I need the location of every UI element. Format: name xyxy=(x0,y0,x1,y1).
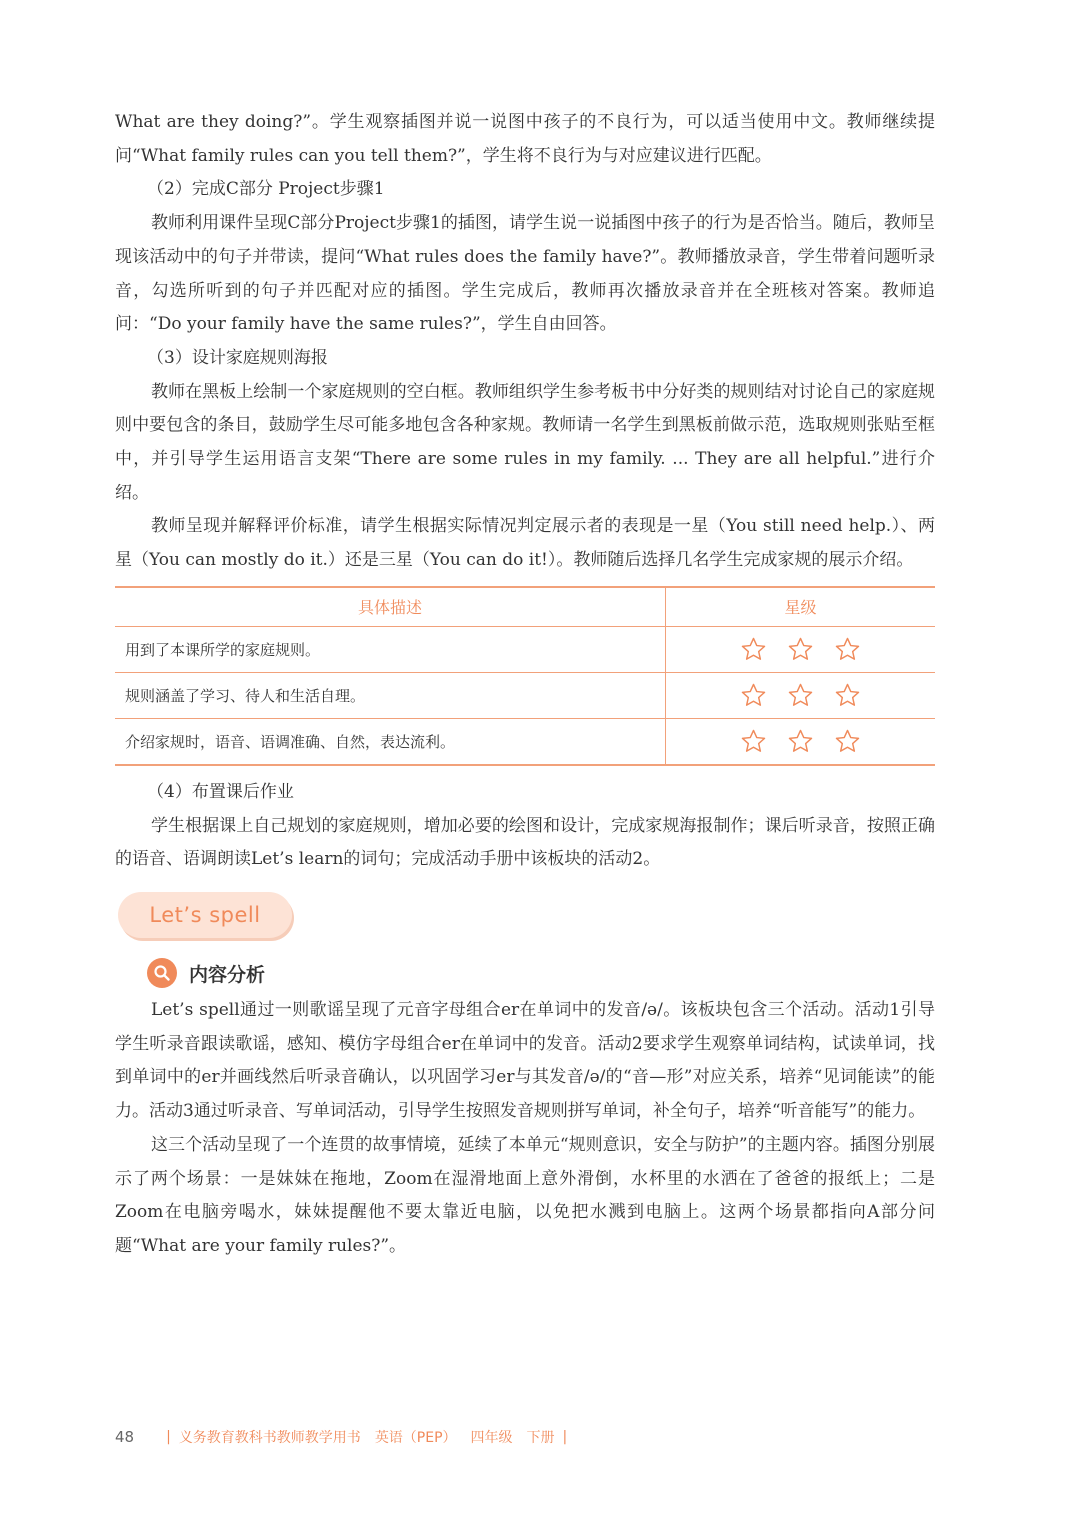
section-pill-lets-spell xyxy=(118,892,292,938)
paragraph-5: 学生根据课上自己规划的家庭规则，增加必要的绘图和设计，完成家规海报制作；课后听录音，按照正确的语音、语调朗读Let’s learn的词句；完成活动手册中该板块的活动2。 xyxy=(115,815,935,870)
rubric-header-row xyxy=(115,587,935,627)
rubric-row-description: 介绍家规时，语音、语调准确、自然，表达流利。 xyxy=(115,718,666,765)
paragraph-4: 教师呈现并解释评价标准，请学生根据实际情况判定展示者的表现是一星（You still need help.）、两星（You can mostly do it.）还是三星（You can do it!）。教师随后选择几名学生完成家规的展示介绍。 xyxy=(115,516,935,571)
star-outline-icon xyxy=(740,682,767,709)
magnifier-icon xyxy=(147,958,177,988)
rubric-row-description: 规则涵盖了学习、待人和生活自理。 xyxy=(115,672,666,718)
page-number: 48 xyxy=(115,1428,135,1446)
paragraph-1: What are they doing?”。学生观察插图并说一说图中孩子的不良行为，可以适当使用中文。教师继续提问“What family rules can you tell them?”，学生将不良行为与对应建议进行匹配。 xyxy=(115,112,935,166)
page-body-top xyxy=(115,106,935,877)
rubric-row-stars xyxy=(666,626,936,672)
paragraph-7: 这三个活动呈现了一个连贯的故事情境，延续了本单元“规则意识，安全与防护”的主题内容。插图分别展示了两个场景：一是妹妹在拖地，Zoom在湿滑地面上意外滑倒，水杯里的水洒在了爸爸的报纸上；二是Zoom在电脑旁喝水，妹妹提醒他不要太靠近电脑，以免把水溅到电脑上。这两个场景都指向A部分问题“What are your family rules?”。 xyxy=(115,1134,935,1256)
footer-volume: 下册 xyxy=(526,1430,555,1446)
star-outline-icon xyxy=(787,636,814,663)
rubric-row-description: 用到了本课所学的家庭规则。 xyxy=(115,626,666,672)
rubric-header-stars: 星级 xyxy=(666,587,936,627)
star-outline-icon xyxy=(834,682,861,709)
rubric-header-description: 具体描述 xyxy=(115,587,666,627)
footer-book-title: 义务教育教科书教师教学用书 xyxy=(178,1430,361,1446)
star-outline-icon xyxy=(787,728,814,755)
paragraph-3: 教师在黑板上绘制一个家庭规则的空白框。教师组织学生参考板书中分好类的规则结对讨论自己的家庭规则中要包含的条目，鼓励学生尽可能多地包含各种家规。教师请一名学生到黑板前做示范，选取规则张贴至框中，并引导学生运用语言支架“There are some rules in my family. ... They are all helpful.”进行介绍。 xyxy=(115,381,935,503)
paragraph-6: Let’s spell通过一则歌谣呈现了元音字母组合er在单词中的发音/ə/。该板块包含三个活动。活动1引导学生听录音跟读歌谣，感知、模仿字母组合er在单词中的发音。活动2要求学生观察单词结构，试读单词，找到单词中的er并画线然后听录音确认，以巩固学习er与其发音/ə/的“音—形”对应关系，培养“见词能读”的能力。活动3通过听录音、写单词活动，引导学生按照发音规则拼写单词，补全句子，培养“听音能写”的能力。 xyxy=(115,1000,935,1122)
subheading-4: （4）布置课后作业 xyxy=(147,781,294,802)
page-footer xyxy=(115,1427,575,1447)
footer-divider: | xyxy=(166,1429,171,1445)
star-outline-icon xyxy=(740,636,767,663)
footer-subject: 英语（PEP） xyxy=(374,1430,457,1446)
footer-grade: 四年级 xyxy=(470,1430,513,1446)
section-pill-label: Let’s spell xyxy=(149,903,261,927)
evaluation-rubric-table xyxy=(115,586,935,766)
star-outline-icon xyxy=(834,636,861,663)
paragraph-2: 教师利用课件呈现C部分Project步骤1的插图，请学生说一说插图中孩子的行为是否恰当。随后，教师呈现该活动中的句子并带读，提问“What rules does the family have?”。教师播放录音，学生带着问题听录音，勾选所听到的句子并匹配对应的插图。学生完成后，教师再次播放录音并在全班核对答案。教师追问：“Do your family have the same rules?”，学生自由回答。 xyxy=(115,213,935,335)
table-row xyxy=(115,718,935,765)
subheading-2: （2）完成C部分 Project步骤1 xyxy=(147,179,385,200)
rubric-row-stars xyxy=(666,672,936,718)
star-outline-icon xyxy=(787,682,814,709)
content-analysis-heading xyxy=(147,955,265,991)
page-body-bottom xyxy=(115,994,935,1264)
subheading-3: （3）设计家庭规则海报 xyxy=(147,347,328,368)
star-outline-icon xyxy=(740,728,767,755)
table-row xyxy=(115,672,935,718)
content-analysis-title: 内容分析 xyxy=(189,963,266,986)
table-row xyxy=(115,626,935,672)
rubric-row-stars xyxy=(666,718,936,765)
footer-divider: | xyxy=(562,1429,568,1445)
star-outline-icon xyxy=(834,728,861,755)
